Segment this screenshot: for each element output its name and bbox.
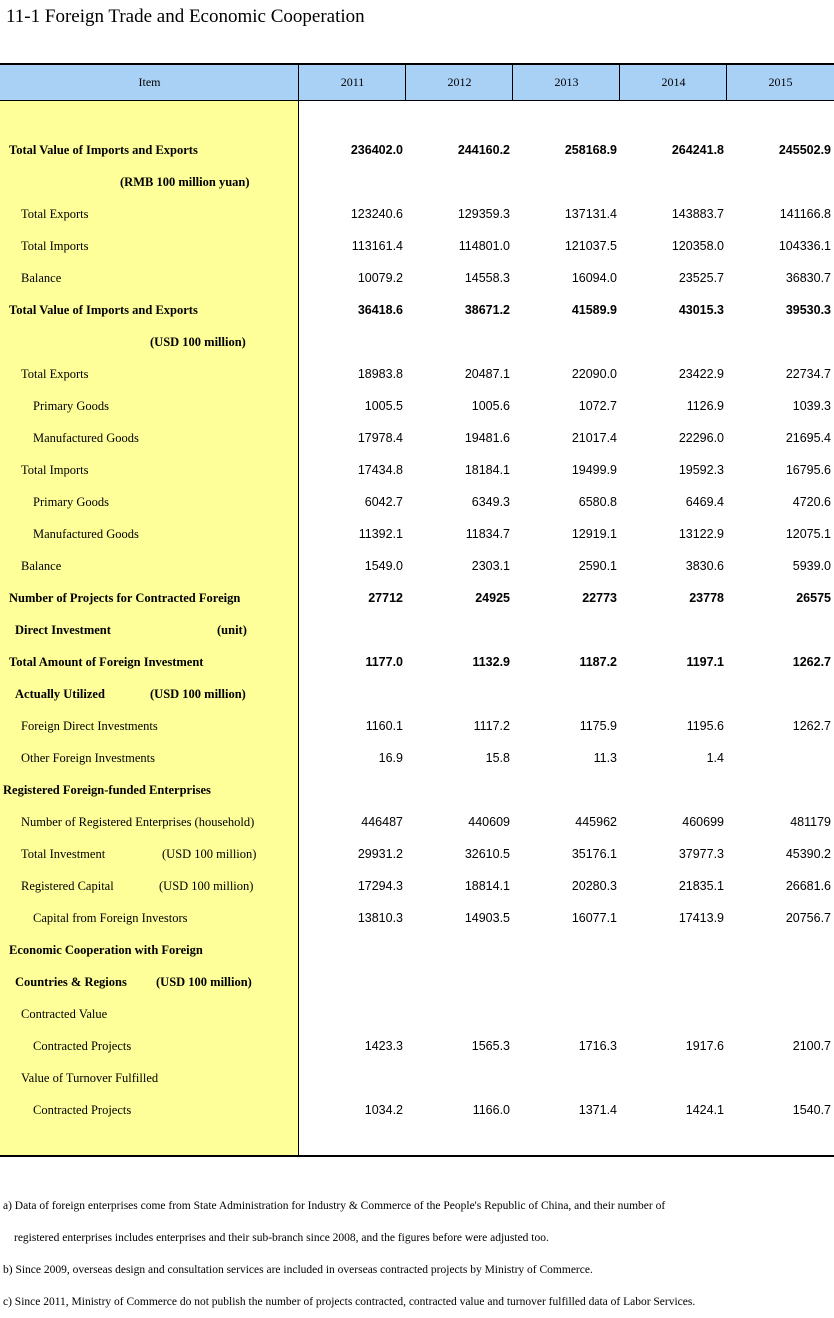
table-row [0, 806, 834, 838]
row-value-2012: 38671.2 [464, 303, 510, 317]
row-value-2011: 1549.0 [364, 559, 403, 573]
table-row [0, 1094, 834, 1126]
table-row [0, 966, 834, 998]
row-value-2015: 141166.8 [779, 207, 831, 221]
row-value-2013: 35176.1 [571, 847, 617, 861]
row-value-2011: 113161.4 [351, 239, 403, 253]
row-value-2011: 36418.6 [357, 303, 403, 317]
row-value-2013: 6580.8 [578, 495, 617, 509]
row-label: Registered Capital [21, 879, 114, 893]
row-value-2012: 6349.3 [471, 495, 510, 509]
row-value-2015: 1262.7 [792, 655, 831, 669]
row-value-2013: 22090.0 [571, 367, 617, 381]
table-row [0, 166, 834, 198]
row-value-2012: 18814.1 [464, 879, 510, 893]
table-row [0, 134, 834, 166]
row-label: Countries & Regions [15, 975, 127, 989]
row-value-2012: 244160.2 [457, 143, 510, 157]
row-label: Contracted Projects [33, 1103, 132, 1117]
row-value-2014: 19592.3 [678, 463, 724, 477]
header-year-2014: 2014 [619, 65, 727, 100]
row-label: Manufactured Goods [33, 527, 139, 541]
row-value-2013: 22773 [582, 591, 617, 605]
row-value-2014: 120358.0 [671, 239, 724, 253]
row-value-2015: 1039.3 [792, 399, 831, 413]
table-row [0, 614, 834, 646]
row-value-2015: 1540.7 [792, 1103, 831, 1117]
row-value-2014: 22296.0 [678, 431, 724, 445]
row-label: Balance [21, 559, 62, 573]
row-value-2014: 264241.8 [671, 143, 724, 157]
header-year-2012: 2012 [405, 65, 513, 100]
row-value-2012: 1005.6 [471, 399, 510, 413]
row-label: Primary Goods [33, 399, 110, 413]
row-value-2012: 1166.0 [472, 1103, 510, 1117]
row-label: Total Amount of Foreign Investment [9, 655, 204, 669]
row-value-2015: 39530.3 [785, 303, 831, 317]
row-unit: (USD 100 million) [159, 879, 254, 893]
table-row [0, 454, 834, 486]
row-value-2015: 5939.0 [792, 559, 831, 573]
header-item: Item [138, 75, 161, 89]
row-value-2015: 45390.2 [785, 847, 831, 861]
row-value-2012: 18184.1 [464, 463, 510, 477]
row-value-2014: 43015.3 [678, 303, 724, 317]
row-value-2014: 1917.6 [685, 1039, 724, 1053]
row-label: Total Value of Imports and Exports [9, 303, 198, 317]
table-row [0, 390, 834, 422]
table-row [0, 550, 834, 582]
row-unit: (USD 100 million) [150, 687, 246, 701]
header-year-2015: 2015 [726, 65, 834, 100]
table-row [0, 1030, 834, 1062]
row-value-2012: 440609 [468, 815, 510, 829]
row-value-2011: 18983.8 [357, 367, 403, 381]
row-value-2013: 12919.1 [571, 527, 617, 541]
row-value-2013: 258168.9 [564, 143, 617, 157]
table-row [0, 518, 834, 550]
row-label: Total Imports [21, 239, 89, 253]
row-value-2011: 6042.7 [364, 495, 403, 509]
row-value-2012: 19481.6 [464, 431, 510, 445]
table-row [0, 838, 834, 870]
row-label: Capital from Foreign Investors [33, 911, 188, 925]
row-label: Direct Investment [15, 623, 111, 637]
table-row [0, 710, 834, 742]
row-label: Number of Registered Enterprises (household) [21, 815, 255, 829]
row-label: Actually Utilized [15, 687, 105, 701]
row-value-2011: 123240.6 [350, 207, 403, 221]
table-row [0, 422, 834, 454]
row-value-2011: 1005.5 [364, 399, 403, 413]
row-value-2014: 1195.6 [686, 719, 724, 733]
row-label: Total Investment [21, 847, 106, 861]
row-value-2015 [731, 742, 831, 774]
row-value-2012: 1117.2 [473, 719, 510, 733]
row-value-2011: 11392.1 [358, 527, 403, 541]
row-value-2015: 245502.9 [778, 143, 831, 157]
footnote-a: a) Data of foreign enterprises come from State Administration for Industry & Commerce of the People's Republic of China, and their number of [3, 1200, 666, 1212]
row-unit: (unit) [217, 623, 247, 637]
header-year-2011: 2011 [298, 65, 406, 100]
row-label: Primary Goods [33, 495, 110, 509]
row-value-2013: 21017.4 [571, 431, 617, 445]
row-value-2011: 1423.3 [364, 1039, 403, 1053]
row-value-2012: 2303.1 [471, 559, 510, 573]
row-value-2012: 24925 [475, 591, 510, 605]
row-label: Number of Projects for Contracted Foreign [9, 591, 241, 605]
row-value-2011: 16.9 [378, 751, 403, 765]
row-value-2015: 20756.7 [785, 911, 831, 925]
row-value-2014: 17413.9 [678, 911, 724, 925]
row-label: Total Exports [21, 367, 89, 381]
row-unit: (USD 100 million) [156, 975, 252, 989]
row-value-2015: 22734.7 [785, 367, 831, 381]
row-value-2015: 12075.1 [785, 527, 831, 541]
row-value-2012: 1565.3 [471, 1039, 510, 1053]
row-value-2013: 1187.2 [579, 655, 617, 669]
row-value-2012: 32610.5 [464, 847, 510, 861]
row-value-2011: 17434.8 [357, 463, 403, 477]
row-value-2015: 26681.6 [785, 879, 831, 893]
row-value-2013: 41589.9 [571, 303, 617, 317]
row-value-2014: 3830.6 [685, 559, 724, 573]
row-value-2014: 21835.1 [678, 879, 724, 893]
row-value-2013: 16077.1 [571, 911, 617, 925]
row-value-2014: 13122.9 [678, 527, 724, 541]
row-unit: (RMB 100 million yuan) [120, 175, 250, 189]
row-value-2013: 11.3 [593, 751, 617, 765]
row-value-2015: 21695.4 [785, 431, 831, 445]
table-row [0, 934, 834, 966]
row-value-2015: 481179 [790, 815, 831, 829]
row-value-2012: 1132.9 [472, 655, 510, 669]
row-value-2011: 1034.2 [364, 1103, 403, 1117]
row-value-2015: 26575 [796, 591, 831, 605]
row-value-2011: 27712 [368, 591, 403, 605]
row-value-2015: 104336.1 [778, 239, 831, 253]
table-row [0, 870, 834, 902]
row-unit: (USD 100 million) [150, 335, 246, 349]
row-value-2012: 20487.1 [464, 367, 510, 381]
row-value-2011: 446487 [361, 815, 403, 829]
row-value-2011: 10079.2 [357, 271, 403, 285]
row-value-2013: 19499.9 [571, 463, 617, 477]
row-value-2014: 6469.4 [685, 495, 724, 509]
table-row [0, 1062, 834, 1094]
row-value-2012: 129359.3 [457, 207, 510, 221]
row-value-2014: 1.4 [706, 751, 724, 765]
row-label: Economic Cooperation with Foreign [9, 943, 203, 957]
row-value-2011: 17978.4 [357, 431, 403, 445]
row-value-2012: 14903.5 [464, 911, 510, 925]
row-value-2014: 1197.1 [686, 655, 724, 669]
row-value-2014: 143883.7 [671, 207, 724, 221]
table-row [0, 326, 834, 358]
table-row [0, 230, 834, 262]
row-value-2014: 23525.7 [678, 271, 724, 285]
table-row [0, 358, 834, 390]
footnote-c: c) Since 2011, Ministry of Commerce do not publish the number of projects contracted, contracted value and turnover fulfilled data of Labor Services. [3, 1296, 696, 1308]
header-year-2013: 2013 [512, 65, 620, 100]
table-row [0, 678, 834, 710]
row-label: Total Value of Imports and Exports [9, 143, 198, 157]
row-value-2015: 36830.7 [785, 271, 831, 285]
row-value-2013: 1716.3 [578, 1039, 617, 1053]
row-value-2012: 15.8 [485, 751, 510, 765]
row-value-2014: 23778 [689, 591, 724, 605]
row-label: Value of Turnover Fulfilled [21, 1071, 159, 1085]
row-value-2011: 29931.2 [357, 847, 403, 861]
table-row [0, 646, 834, 678]
table-row [0, 262, 834, 294]
table-row [0, 198, 834, 230]
row-label: Manufactured Goods [33, 431, 139, 445]
row-value-2012: 14558.3 [464, 271, 510, 285]
row-value-2014: 1424.1 [685, 1103, 724, 1117]
row-value-2013: 1072.7 [578, 399, 617, 413]
row-value-2015: 2100.7 [792, 1039, 831, 1053]
row-label: Contracted Projects [33, 1039, 132, 1053]
row-value-2015: 16795.6 [785, 463, 831, 477]
row-value-2013: 445962 [575, 815, 617, 829]
table-row [0, 902, 834, 934]
row-value-2011: 1160.1 [365, 719, 403, 733]
row-label: Other Foreign Investments [21, 751, 156, 765]
row-value-2011: 17294.3 [357, 879, 403, 893]
row-value-2013: 1371.4 [578, 1103, 617, 1117]
row-label: Balance [21, 271, 62, 285]
row-value-2011: 13810.3 [357, 911, 403, 925]
table-row [0, 486, 834, 518]
row-value-2011: 1177.0 [365, 655, 403, 669]
row-value-2014: 23422.9 [678, 367, 724, 381]
page-title: 11-1 Foreign Trade and Economic Cooperation [6, 6, 365, 27]
row-value-2015: 1262.7 [792, 719, 831, 733]
row-value-2011: 236402.0 [350, 143, 403, 157]
row-value-2012: 11834.7 [465, 527, 510, 541]
table-row [0, 998, 834, 1030]
table-row [0, 582, 834, 614]
row-unit: (USD 100 million) [162, 847, 257, 861]
row-value-2013: 1175.9 [579, 719, 617, 733]
row-value-2013: 2590.1 [578, 559, 617, 573]
row-value-2013: 20280.3 [571, 879, 617, 893]
table-bottom-border [0, 1155, 834, 1157]
row-label: Foreign Direct Investments [21, 719, 158, 733]
row-label: Contracted Value [21, 1007, 108, 1021]
footnote-a-continued: registered enterprises includes enterprises and their sub-branch since 2008, and the figures before were adjusted too. [14, 1232, 549, 1244]
row-value-2013: 121037.5 [564, 239, 617, 253]
row-label: Total Imports [21, 463, 89, 477]
row-value-2013: 16094.0 [571, 271, 617, 285]
row-value-2014: 1126.9 [686, 399, 724, 413]
row-value-2013: 137131.4 [564, 207, 617, 221]
table-row [0, 742, 834, 774]
footnote-b: b) Since 2009, overseas design and consultation services are included in overseas contracted projects by Ministry of Commerce. [3, 1264, 593, 1276]
row-value-2012: 114801.0 [458, 239, 510, 253]
row-value-2014: 460699 [682, 815, 724, 829]
row-value-2015: 4720.6 [792, 495, 831, 509]
table-row [0, 294, 834, 326]
row-label: Total Exports [21, 207, 89, 221]
row-label: Registered Foreign-funded Enterprises [3, 783, 211, 797]
row-value-2014: 37977.3 [678, 847, 724, 861]
table-row [0, 774, 834, 806]
